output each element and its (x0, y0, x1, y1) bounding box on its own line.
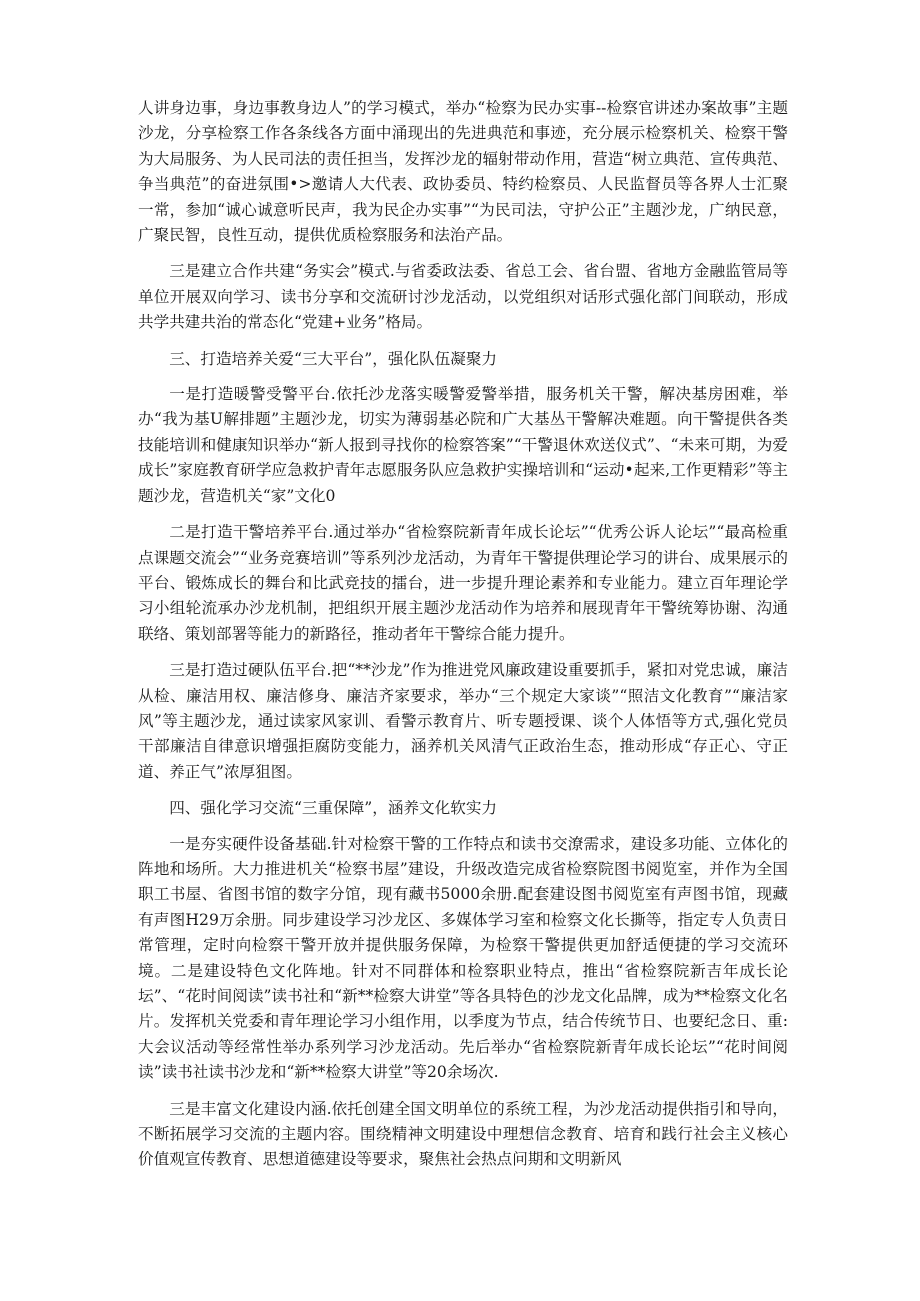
paragraph-team-platform: 三是打造过硬队伍平台.把“**沙龙”作为推进党风廉政建设重要抓手，紧扣对党忠诚，廉洁从检、廉洁用权、廉洁修身、廉洁齐家要求，举办“三个规定大家谈”“照洁文化教育”“廉洁家风”等主题沙龙，通过读家风家训、看警示教育片、听专题授课、谈个人体悟等方式,强化党员干部廉洁自律意识增强拒腐防变能力，涵养机关风清气正政治生态，推动形成“存正心、守正道、养正气”浓厚狙图。 (138, 661, 788, 781)
paragraph-cooperation-model: 三是建立合作共建“务实会”模式.与省委政法委、省总工会、省台盟、省地方金融监管局等单位开展双向学习、读书分享和交流研讨沙龙活动，以党组织对话形式强化部门间联动，形成共学共建共治的常态化“党建+业务”格局。 (138, 262, 788, 332)
paragraph-continuation: 人讲身边事，身边事教身边人”的学习模式，举办“检察为民办实事--检察官讲述办案故事”主题沙龙，分享检察工作各条线各方面中涌现出的先进典范和事迹，充分展示检察机关、检察干警为大局服务、为人民司法的责任担当，发挥沙龙的辐射带动作用，营造“树立典范、宣传典范、争当典范”的奋进氛围•>邀请人大代表、政协委员、特约检察员、人民监督员等各界人士汇聚一常，参加“诚心诚意听民声，我为民企办实事”“为民司法，守护公正”主题沙龙，广纳民意，广聚民智，良性互动，提供优质检察服务和法治产品。 (138, 99, 788, 245)
paragraph-culture-connotation: 三是丰富文化建设内涵.依托创建全国文明单位的系统工程，为沙龙活动提供指引和导向，不断拓展学习交流的主题内容。围绕精神文明建设中理想信念教育、培育和践行社会主义核心价值观宣传教育、思想道德建设等要求，聚焦社会热点问期和文明新风 (138, 1099, 788, 1169)
section-heading-three-platforms: 三、打造培养关爱“三大平台”，强化队伍凝聚力 (169, 349, 498, 368)
paragraph-training-platform: 二是打造干警培养平台.通过举办“省检察院新青年成长论坛”“优秀公诉人论坛”“最高检重点课题交流会”“业务竞赛培训”等系列沙龙活动，为青年干警提供理论学习的讲台、成果展示的平台、锻炼成长的舞台和比武竞技的擂台，进一步提升理论素养和专业能力。建立百年理论学习小组轮流承办沙龙机制，把组织开展主题沙龙活动作为培养和展现青年干警统筹协谢、沟通联络、策划部署等能力的新路径，推动者年干警综合能力提升。 (138, 523, 788, 643)
paragraph-hardware-foundation: 一是夯实硬件设备基础.针对检察干警的工作特点和读书交潦需求，建设多功能、立体化的阵地和场所。大力推进机关“检察书屋”建设，升级改造完成省检察院图书阅览室，并作为全国职工书屋、省图书馆的数字分馆，现有藏书5000余册.配套建设图书阅览室有声图书馆，现藏有声图H29万余册。同步建设学习沙龙区、多媒体学习室和检察文化长撕等，指定专人负责日常管理，定时向检察干警开放并提供服务保障，为检察干警提供更加舒适便捷的学习交流环境。二是建设特色文化阵地。针对不同群体和检察职业特点，推出“省检察院新吉年成长论坛”、“花时间阅读”读书社和“新**检察大讲堂”等各具特色的沙龙文化品牌，成为**检察文化名片。发挥机关党委和青年理论学习小组作用，以季度为节点，结合传统节日、也要纪念日、重:大会议活动等经常性举办系列学习沙龙活动。先后举办“省检察院新青年成长论坛”“花时间阅读”读书社读书沙龙和“新**检察大讲堂”等20余场次. (138, 834, 788, 1082)
paragraph-care-platform: 一是打造暖警受警平台.依托沙龙落实暖警爱警举措，服务机关干警，解决基房困难，举办“我为基U解排题”主题沙龙，切实为薄弱基必院和广大基丛干警解决难题。向干警提供各类技能培训和健康知识举办“新人报到寻找你的检察答案”“干警退休欢送仪式”、“未来可期，为爱成长”家庭教育研学应急救护青年志愿服务队应急救护实操培训和“运动•起来,工作更精彩”等主题沙龙，营造机关“家”文化0 (138, 385, 788, 505)
section-heading-three-guarantees: 四、强化学习交流“三重保障”，涵养文化软实力 (169, 799, 498, 818)
document-page (138, 96, 788, 1184)
